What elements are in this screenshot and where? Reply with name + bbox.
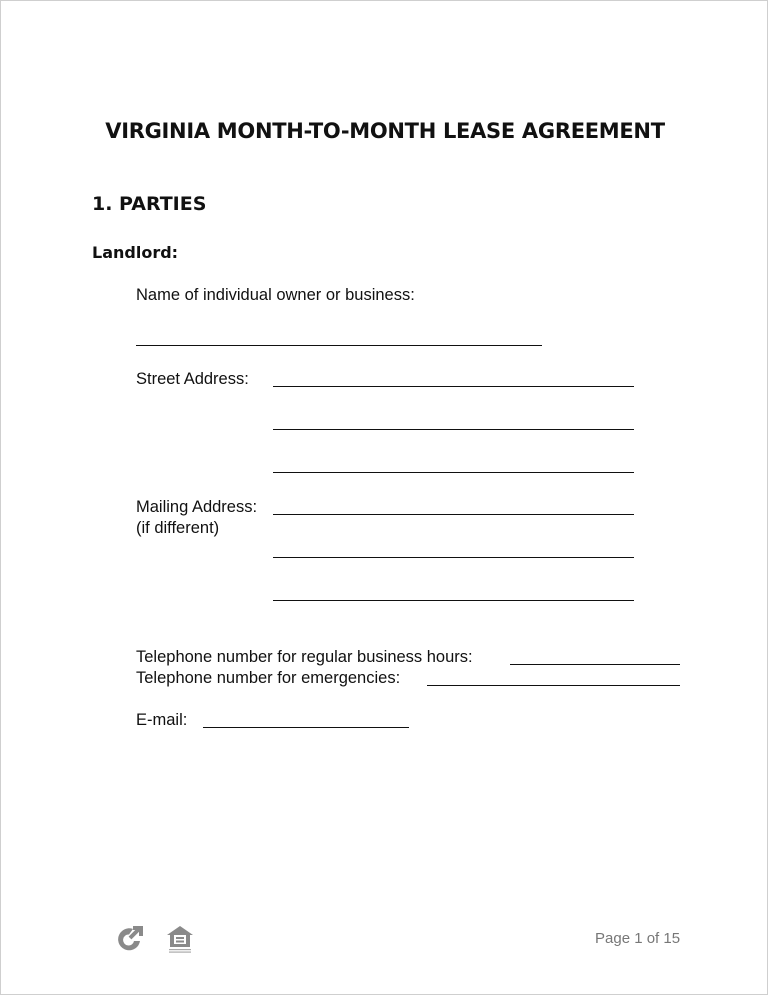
phone-business-line[interactable] [510,664,680,665]
name-field-line[interactable] [136,345,542,346]
street-address-label: Street Address: [136,370,249,388]
name-label: Name of individual owner or business: [136,286,415,304]
phone-business-label: Telephone number for regular business hours: [136,648,473,666]
refresh-arrow-logo-icon [115,924,145,954]
equal-housing-opportunity-icon [165,923,195,955]
landlord-heading: Landlord: [92,243,179,262]
mailing-address-line-1[interactable] [273,514,634,515]
page-number: Page 1 of 15 [595,930,681,947]
phone-emergency-line[interactable] [427,685,680,686]
mailing-address-note: (if different) [136,519,220,537]
email-line[interactable] [203,727,409,728]
street-address-line-2[interactable] [273,429,634,430]
mailing-address-line-2[interactable] [273,557,634,558]
email-label: E-mail: [136,711,188,729]
mailing-address-line-3[interactable] [273,600,634,601]
street-address-line-1[interactable] [273,386,634,387]
street-address-line-3[interactable] [273,472,634,473]
phone-emergency-label: Telephone number for emergencies: [136,669,401,687]
mailing-address-label: Mailing Address: [136,498,258,516]
section-heading-parties: 1. PARTIES [92,193,207,215]
document-title: VIRGINIA MONTH-TO-MONTH LEASE AGREEMENT [105,119,665,143]
